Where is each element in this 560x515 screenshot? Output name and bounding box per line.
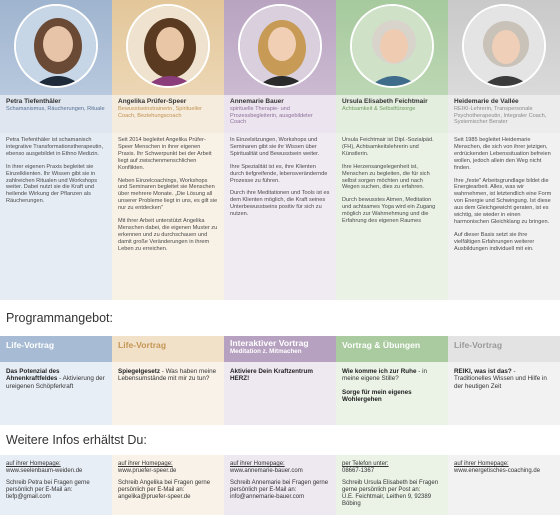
programme-header [112, 336, 224, 362]
profile-role: Schamanismus, Räucherungen, Rituale [6, 106, 105, 112]
contact-link[interactable]: www.annemarie-bauer.com [230, 468, 303, 474]
profile-paragraph: Ihre „feste" Arbeitsgrundlage bildet die Energiearbeit. Alles, was wir wahrnehmen, ist letztendlich eine Form von Energie und Schwingung. Ist diese aus dem Gleichgewicht geraten, ist es wichtig, sie wieder in einen harmonischen Gleichklang zu bringen. [454, 177, 552, 225]
profile-role: spirituelle Therapie- und Prozessbegleiterin, ausgebildeter Coach [230, 106, 313, 125]
profile-description [0, 133, 112, 300]
contact-card [112, 455, 224, 515]
programme-header [336, 336, 448, 362]
programme-text [230, 368, 330, 383]
programme-text [454, 368, 554, 390]
programme-title: Interaktiver Vortrag [230, 338, 309, 348]
programme-text [6, 368, 106, 390]
profile-card-petra [0, 0, 112, 300]
profile-name: Annemarie Bauer [230, 98, 284, 105]
programme-subtopic: - Traditionelles Wissen und Hilfe in der heutigen Zeit [454, 368, 547, 390]
profile-paragraph: Durch ihre Meditationen und Tools ist es dem Klienten möglich, die Kraft seines Unterbewusstseins positiv für sich zu nutzen. [230, 190, 330, 218]
profile-card-ursula [336, 0, 448, 300]
profile-paragraph: Neben Einzelcoachings, Workshops und Seminaren begleitet sie Menschen über mehrere Monate. „Die Lösung all unserer Probleme liegt in uns, es gilt sie nur zu entdecken" [118, 177, 218, 212]
avatar [126, 4, 210, 88]
profile-paragraph: In ihrer eigenen Praxis begleitet sie Einzelklienten. Ihr Wissen gibt sie in zahlreichen Ritualen und Workshops weiter. Dabei nutzt sie die Kraft und heilende Wirkung der Pflanzen als Räucherungen. [6, 163, 98, 205]
photo-area [112, 0, 224, 95]
contact-card [448, 455, 560, 515]
contact-label: auf ihrer Homepage: [6, 461, 61, 467]
contact-card [224, 455, 336, 515]
programme-topic-2: Sorge für mein eigenes Wohlergehen [342, 388, 412, 404]
programme-text [118, 368, 218, 383]
programme-topic: Das Potenzial des Ahnenkraftfeldes [6, 368, 60, 383]
programme-subtopic: - Was haben meine Lebensumstände mit mir zu tun? [118, 368, 217, 383]
profile-header [336, 95, 448, 133]
profile-name: Angelika Prüfer-Speer [118, 98, 187, 105]
profile-description [448, 133, 560, 300]
programme-header [448, 336, 560, 362]
programme-card [448, 336, 560, 425]
profile-paragraph: Ursula Feichtmair ist Dipl.-Sozialpäd. (FH), Achtsamkeitslehrerin und Künstlerin. [342, 137, 434, 157]
profile-role: Achtsamkeit & Selbstfürsorge [342, 106, 416, 112]
contact-email[interactable]: angelika@pruefer-speer.de [118, 494, 191, 500]
contact-link[interactable]: www.pruefer-speer.de [118, 468, 177, 474]
contact-email[interactable]: info@annemarie-bauer.com [230, 494, 305, 500]
programme-heading: Programmangebot: [6, 311, 114, 325]
contact-label: auf ihrer Homepage: [454, 461, 509, 467]
avatar [462, 4, 546, 88]
photo-area [0, 0, 112, 95]
profile-paragraph: Seit 2014 begleitet Angelika Prüfer-Speer Menschen in ihrer eigenen Praxis. Ihr Schwerpunkt bei der Arbeit liegt auf zwischenmenschlichen Konflikten. [118, 137, 212, 171]
profile-header [0, 95, 112, 133]
contact-note: Schreib Petra bei Fragen gerne persönlich per E-Mail an: [6, 480, 90, 493]
contact-email[interactable]: tiefp@gmail.com [6, 494, 51, 500]
profile-card-heidemarie [448, 0, 560, 300]
photo-area [448, 0, 560, 95]
contact-label: per Telefon unter: [342, 461, 389, 467]
profile-description [336, 133, 448, 300]
avatar [14, 4, 98, 88]
programme-body [112, 362, 224, 425]
profile-paragraph: Petra Tiefenthäler ist schamanisch integrative Transformationstherapeutin, ebenso ausgebildet in Ethno Medizin. [6, 137, 104, 157]
contact-phone[interactable]: 08667-1367 [342, 468, 375, 474]
programme-title: Life-Vortrag [454, 340, 503, 350]
programme-row [0, 336, 560, 425]
programme-header [0, 336, 112, 362]
profile-description [224, 133, 336, 300]
programme-body [224, 362, 336, 425]
photo-area [224, 0, 336, 95]
programme-body [336, 362, 448, 425]
profile-paragraph: Auf dieser Basis setzt sie ihre vielfältigen Erfahrungen weiterer Ausbildungen individuell mit ein. [454, 231, 535, 252]
programme-subtitle: Meditation z. Mitmachen [230, 348, 302, 355]
programme-card [336, 336, 448, 425]
programme-card [224, 336, 336, 425]
contact-heading: Weitere Infos erhältst Du: [6, 433, 147, 447]
programme-text [342, 389, 442, 404]
profile-paragraph: Ihre Spezialität ist es, ihre Klienten durch tiefgreifende, lebensverändernde Prozesse zu führen. [230, 163, 328, 184]
programme-card [0, 336, 112, 425]
contact-card [0, 455, 112, 515]
contact-link[interactable]: www.seelenbaum-weiden.de [6, 468, 83, 474]
contact-label: auf ihrer Homepage: [230, 461, 285, 467]
avatar [350, 4, 434, 88]
programme-text [342, 368, 442, 383]
profile-paragraph: Durch bewusstes Atmen, Meditation und achtsames Yoga wird ein Zugang möglich zur Wahrnehmung und die Erfahrung des eigenen Raumes [342, 197, 436, 225]
programme-card [112, 336, 224, 425]
profile-card-annemarie [224, 0, 336, 300]
programme-body [0, 362, 112, 425]
contact-label: auf ihrer Homepage: [118, 461, 173, 467]
profile-header [224, 95, 336, 133]
programme-body [448, 362, 560, 425]
contact-address: U.E. Feichtmair, Leithen 9, 92389 Böbing [342, 494, 432, 507]
avatar [238, 4, 322, 88]
programme-topic: Wie komme ich zur Ruhe [342, 368, 417, 375]
programme-header [224, 336, 336, 362]
programme-subtopic: - in meine eigene Stille? [342, 368, 427, 383]
programme-title: Vortrag & Übungen [342, 340, 421, 350]
programme-topic: Spiegelgesetz [118, 368, 160, 375]
profile-header [112, 95, 224, 133]
contact-row [0, 455, 560, 515]
programme-subtopic: - Aktivierung der ureigenen Schöpferkraft [6, 375, 105, 390]
profile-paragraph: In Einzelsitzungen, Workshops und Seminaren gibt sie ihr Wissen über Spiritualität und Bewusstsein weiter. [230, 137, 320, 157]
contact-note: Schreib Angelika bei Fragen gerne persönlich per E-Mail an: [118, 480, 211, 493]
profile-paragraph: Mit ihrer Arbeit unterstützt Angelika Menschen dabei, die eigenen Muster zu erkennen und zu durchschauen und damit große Veränderungen in ihrem Leben zu erreichen. [118, 218, 218, 252]
contact-card [336, 455, 448, 515]
contact-note: Schreib Ursula Elisabeth bei Fragen gerne persönlich per Post an: [342, 480, 439, 493]
profile-name: Heidemarie de Vallée [454, 98, 519, 105]
programme-topic: REIKI, was ist das? [454, 368, 512, 375]
photo-area [336, 0, 448, 95]
contact-link[interactable]: www.energetisches-coaching.de [454, 468, 541, 474]
programme-title: Life-Vortrag [118, 340, 167, 350]
programme-title: Life-Vortrag [6, 340, 55, 350]
profile-name: Petra Tiefenthäler [6, 98, 61, 105]
programme-topic: Aktiviere Dein Kraftzentrum HERZ! [230, 368, 313, 383]
profile-header [448, 95, 560, 133]
contact-note: Schreib Annemarie bei Fragen gerne persönlich per E-Mail an: [230, 480, 329, 493]
profile-paragraph: Ihre Herzensangelegenheit ist, Menschen zu begleiten, die für sich selbst sorgen möchten und nach Wegen suchen, dies zu erfahren. [342, 163, 430, 191]
profile-role: REIKI-Lehrerin, Transpersonale Psychotherapeutin, Integraler Coach, Systemischer Berater [454, 106, 547, 125]
profile-card-angelika [112, 0, 224, 300]
profile-name: Ursula Elisabeth Feichtmair [342, 98, 428, 105]
profile-paragraph: Seit 1985 begleitet Heidemarie Menschen, die sich von ihrer jetzigen, erdrückenden Lebenssituation befreien wollen, jedoch allein den Weg nicht finden. [454, 137, 551, 171]
profile-description [112, 133, 224, 300]
profile-role: Bewusstseinstrainerin, Spiritueller Coach, Beziehungscoach [118, 106, 202, 119]
